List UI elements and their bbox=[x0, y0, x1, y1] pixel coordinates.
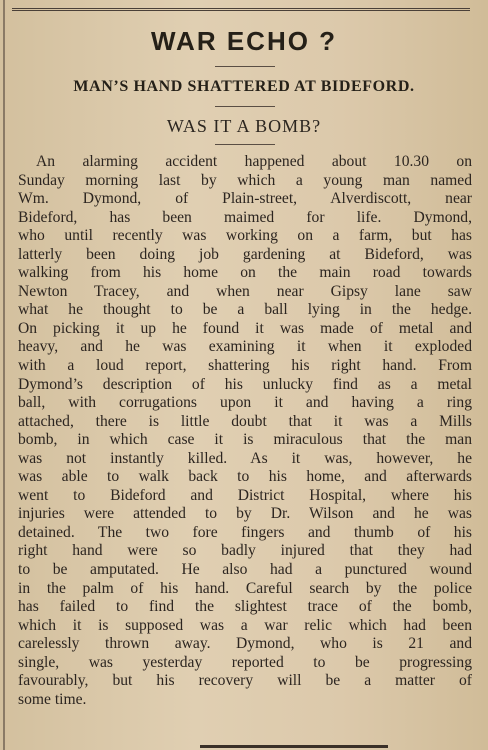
body-line: in the palm of his hand. Careful search by the police bbox=[18, 579, 472, 597]
body-line: went to Bideford and District Hospital, where his bbox=[18, 486, 472, 504]
body-line: what he thought to be a ball lying in the hedge. bbox=[18, 301, 472, 319]
body-line: walking from his home on the main road towards bbox=[18, 264, 472, 282]
body-line: attached, there is little doubt that it was a Mills bbox=[18, 412, 472, 430]
body-line: detained. The two fore fingers and thumb of his bbox=[18, 523, 472, 541]
column-edge-rule bbox=[3, 0, 5, 750]
article-body bbox=[18, 153, 472, 709]
body-line: Bideford, has been maimed for life. Dymond, bbox=[18, 208, 472, 226]
body-line: An alarming accident happened about 10.30 on bbox=[36, 153, 472, 170]
body-line: who until recently was working on a farm, but has bbox=[18, 227, 472, 245]
kicker-heading: WAS IT A BOMB? bbox=[166, 116, 322, 136]
body-line: was not instantly killed. As it was, however, he bbox=[18, 449, 472, 467]
body-line: has failed to find the slightest trace of the bomb, bbox=[18, 598, 472, 616]
body-line: Dymond’s description of his unlucky find as a metal bbox=[18, 375, 472, 393]
top-double-rule bbox=[12, 8, 470, 11]
body-line: was able to walk back to his home, and afterwards bbox=[18, 468, 472, 486]
body-line: Sunday morning last by which a young man named bbox=[18, 171, 472, 189]
body-line: with a loud report, shattering his right hand. From bbox=[18, 357, 472, 375]
body-line: to be amputated. He also had a punctured wound bbox=[18, 561, 472, 579]
bottom-rule bbox=[200, 745, 388, 748]
body-line: which it is supposed was a war relic which had been bbox=[18, 616, 472, 634]
body-line: injuries were attended to by Dr. Wilson and he was bbox=[18, 505, 472, 523]
body-line: Wm. Dymond, of Plain-street, Alverdiscott, near bbox=[18, 190, 472, 208]
headline: WAR ECHO ? bbox=[150, 26, 338, 56]
body-line: On picking it up he found it was made of metal and bbox=[18, 319, 472, 337]
body-line: some time. bbox=[18, 690, 87, 708]
body-line: favourably, but his recovery will be a matter of bbox=[18, 672, 472, 690]
divider-rule bbox=[215, 66, 275, 67]
body-line: carelessly thrown away. Dymond, who is 21 and bbox=[18, 635, 472, 653]
body-line: Newton Tracey, and when near Gipsy lane saw bbox=[18, 282, 472, 300]
body-line: heavy, and he was examining it when it exploded bbox=[18, 338, 472, 356]
body-line: right hand were so badly injured that they had bbox=[18, 542, 472, 560]
body-line: latterly been doing job gardening at Bideford, was bbox=[18, 245, 472, 263]
subheadline: MAN’S HAND SHATTERED AT BIDEFORD. bbox=[73, 78, 415, 95]
body-line: bomb, in which case it is miraculous that the man bbox=[18, 431, 472, 449]
body-line: ball, with corrugations upon it and having a ring bbox=[18, 394, 472, 412]
divider-rule bbox=[215, 144, 275, 145]
body-line: single, was yesterday reported to be progressing bbox=[18, 653, 472, 671]
divider-rule bbox=[215, 106, 275, 107]
